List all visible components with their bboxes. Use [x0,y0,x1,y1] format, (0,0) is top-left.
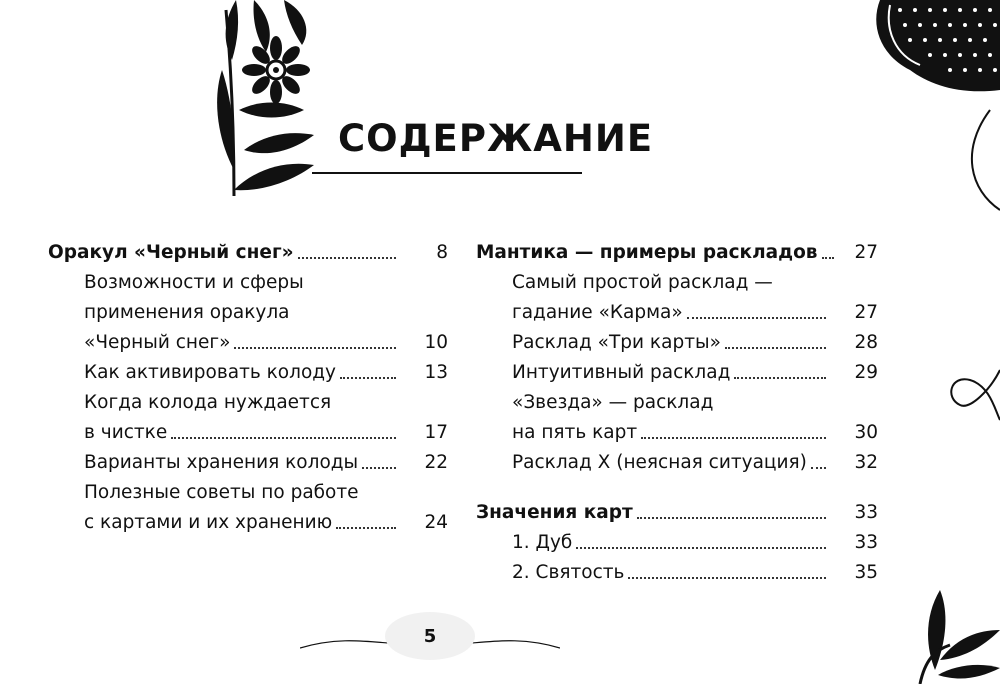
dot-leader [822,257,834,259]
toc-section-entry[interactable] [476,498,878,528]
toc-entry-page: 17 [424,422,448,443]
section-gap [476,478,878,498]
toc-entry-title: Как активировать колоду [84,362,336,383]
dot-leader [641,437,826,439]
toc-entry-title: в чистке [84,422,168,443]
toc-entry-page: 8 [436,242,448,263]
toc-entry-page: 33 [854,532,878,553]
dot-leader [725,347,826,349]
toc-entry-line: применения оракула [84,302,290,323]
leaf-ornament-icon [900,590,1000,684]
toc-entry-page: 10 [424,332,448,353]
toc-entry-line: Полезные советы по работе [84,482,359,503]
dot-leader [340,377,396,379]
page-title: СОДЕРЖАНИЕ [338,117,654,160]
toc-entry-title: Мантика — примеры раскладов [476,242,818,263]
toc-entry-title: Интуитивный расклад [512,362,731,383]
title-underline [312,172,582,174]
dot-leader [362,467,396,469]
toc-entry[interactable] [476,448,878,478]
toc-entry-title: Варианты хранения колоды [84,452,359,473]
toc-entry-title: Значения карт [476,502,633,523]
toc-left-column [48,238,448,538]
toc-entry-title: Оракул «Черный снег» [48,242,294,263]
toc-entry-title: 2. Святость [512,562,625,583]
toc-entry-page: 13 [424,362,448,383]
floral-ornament-icon [214,0,324,196]
dot-leader [234,347,396,349]
toc-entry-line: Возможности и сферы [84,272,304,293]
toc-section-entry[interactable] [48,238,448,268]
toc-entry-title: с картами и их хранению [84,512,333,533]
toc-entry-line: Когда колода нуждается [84,392,332,413]
dot-leader [811,467,826,469]
toc-entry[interactable] [476,298,878,328]
toc-right-column [476,238,878,588]
dot-leader [576,547,826,549]
toc-entry-page: 28 [854,332,878,353]
toc-entry[interactable] [476,358,878,388]
toc-entry-line: «Звезда» — расклад [512,392,714,413]
toc-entry-page: 24 [424,512,448,533]
toc-entry-page: 29 [854,362,878,383]
page-number: 5 [423,626,437,647]
toc-entry-title: 1. Дуб [512,532,573,553]
dot-leader [734,377,826,379]
toc-entry[interactable] [476,328,878,358]
toc-entry[interactable] [48,418,448,448]
toc-entry[interactable] [48,358,448,388]
toc-entry-line: Самый простой расклад — [512,272,773,293]
toc-entry-title: Расклад «Три карты» [512,332,721,353]
dot-leader [687,317,826,319]
dot-leader [171,437,396,439]
toc-entry[interactable] [48,448,448,478]
toc-entry-title: Расклад X (неясная ситуация) [512,452,807,473]
dot-leader [628,577,826,579]
dot-leader [336,527,396,529]
toc-entry-title: «Черный снег» [84,332,231,353]
dot-leader [298,257,396,259]
toc-entry-title: на пять карт [512,422,638,443]
toc-entry-title: гадание «Карма» [512,302,683,323]
toc-entry-page: 30 [854,422,878,443]
toc-entry[interactable] [476,418,878,448]
toc-entry[interactable] [476,558,878,588]
toc-entry[interactable] [48,508,448,538]
toc-section-entry[interactable] [476,238,878,268]
toc-entry-page: 27 [854,302,878,323]
dot-leader [637,517,826,519]
toc-entry-page: 35 [854,562,878,583]
toc-entry-page: 32 [854,452,878,473]
toc-entry[interactable] [48,328,448,358]
swirl-line-icon [930,70,1000,430]
toc-entry-page: 22 [424,452,448,473]
toc-entry[interactable] [476,528,878,558]
toc-entry-page: 27 [854,242,878,263]
toc-entry-page: 33 [854,502,878,523]
